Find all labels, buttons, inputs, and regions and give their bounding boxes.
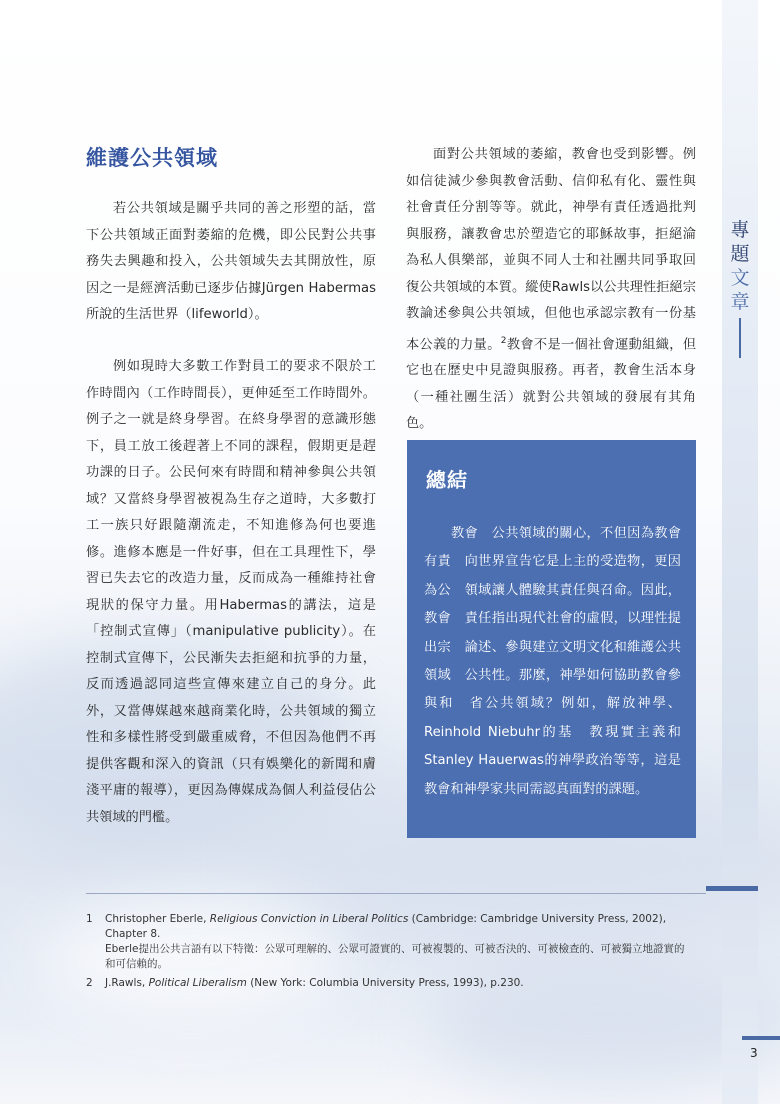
footnote-ref-2[interactable]: 2 bbox=[500, 335, 507, 346]
footnote-book-title: Political Liberalism bbox=[148, 977, 247, 989]
side-title-char: 文 bbox=[730, 267, 750, 289]
paragraph-3 bbox=[406, 142, 696, 438]
footnote-publication: (New York: Columbia University Press, 1993), p.230. bbox=[246, 977, 524, 989]
footnote-author: J.Rawls, bbox=[105, 977, 149, 989]
footnote-citation bbox=[105, 912, 686, 942]
footnote-publication: (Cambridge: Cambridge University Press, 2002), Chapter 8. bbox=[105, 913, 667, 940]
page-number: 3 bbox=[750, 1046, 758, 1060]
side-title-char: 專 bbox=[730, 219, 750, 241]
side-strip bbox=[722, 0, 758, 1104]
paragraph-2: 例如現時大多數工作對員工的要求不限於工作時間內（工作時間長），更伸延至工作時間外。例子之一就是終身學習。在終身學習的意識形態下，員工放工後趕著上不同的課程，假期更是趕功課的日子。公民何來有時間和精神參與公共領域？又當終身學習被視為生存之道時，大多數打工一族只好跟隨潮流走，不知進修為何也要進修。進修本應是一件好事，但在工具理性下，學習已失去它的改造力量，反而成為一種維持社會現狀的保守力量。用Habermas的講法，這是「控制式宣傳」（manipulative publicity）。在控制式宣傳下，公民漸失去拒絕和抗爭的力量，反而透過認同這些宣傳來建立自己的身分。此外，又當傳媒越來越商業化時，公共領域的獨立性和多樣性將受到嚴重威脅，不但因為他們不再提供客觀和深入的資訊（只有娛樂化的新聞和膚淺平庸的報導），更因為傳媒成為個人利益侵佔公共領域的門檻。 bbox=[86, 359, 376, 825]
footnote-number: 1 bbox=[86, 913, 93, 925]
footnote-citation bbox=[105, 976, 686, 991]
footnote-1 bbox=[86, 912, 686, 972]
summary-text: 教會 公共領域的關心，不但因為教會有責 向世界宣告它是上主的受造物，更因為公 領域讓人體驗其責任與召命。因此，教會 責任指出現代社會的虛假，以理性提出宗 論述、參與建立文明文化和維護公共領域 公共性。那麼，神學如何協助教會參與和 省公共領域？例如，解放神學、Reinhold Niebuhr的基 教現實主義和Stanley Hauerwas的神學政治等等，這是教會和神學家共同需認真面對的課題。 bbox=[424, 526, 681, 797]
footnote-number: 2 bbox=[86, 977, 93, 989]
paragraph-1: 若公共領域是關乎共同的善之形塑的話，當下公共領域正面對萎縮的危機，即公民對公共事務失去興趣和投入，公共領域失去其開放性，原因之一是經濟活動已逐步佔據Jürgen Habermas所說的生活世界（lifeworld）。 bbox=[86, 201, 376, 322]
footnote-divider-tab bbox=[706, 886, 758, 891]
footnote-divider bbox=[86, 893, 706, 894]
paragraph-3-text-b: 教會不是一個社會運動組織，但它也在歷史中見證與服務。再者，教會生活本身（一種社團生活）就對公共領域的發展有其角色。 bbox=[406, 336, 697, 432]
footnote-book-title: Religious Conviction in Liberal Politics bbox=[209, 913, 409, 925]
summary-heading: 總結 bbox=[426, 468, 468, 492]
summary-box bbox=[407, 440, 696, 838]
side-title-char: 章 bbox=[730, 291, 750, 313]
section-heading: 維護公共領域 bbox=[86, 146, 218, 170]
page-number-rule bbox=[742, 1036, 780, 1040]
side-accent-bar bbox=[739, 318, 741, 358]
paragraph-3-text-a: 面對公共領域的萎縮，教會也受到影響。例如信徒減少參與教會活動、信仰私有化、靈性與社會責任分割等等。就此，神學有責任透過批判與服務，讓教會忠於塑造它的耶穌故事，拒絕淪為私人俱樂部，並與不同人士和社團共同爭取回復公共領域的本質。縱使Rawls以公共理性拒絕宗教論述參與公共領域，但他也承認宗教有一份基本公義的力量。 bbox=[406, 147, 696, 352]
footnote-author: Christopher Eberle, bbox=[105, 913, 210, 925]
side-section-title bbox=[728, 218, 752, 314]
footnote-2 bbox=[86, 976, 686, 991]
side-title-char: 題 bbox=[730, 243, 750, 265]
footnote-note: Eberle提出公共言語有以下特徵：公眾可理解的、公眾可證實的、可被複製的、可被否決的、可被檢查的、可被獨立地證實的和可信賴的。 bbox=[105, 943, 685, 970]
